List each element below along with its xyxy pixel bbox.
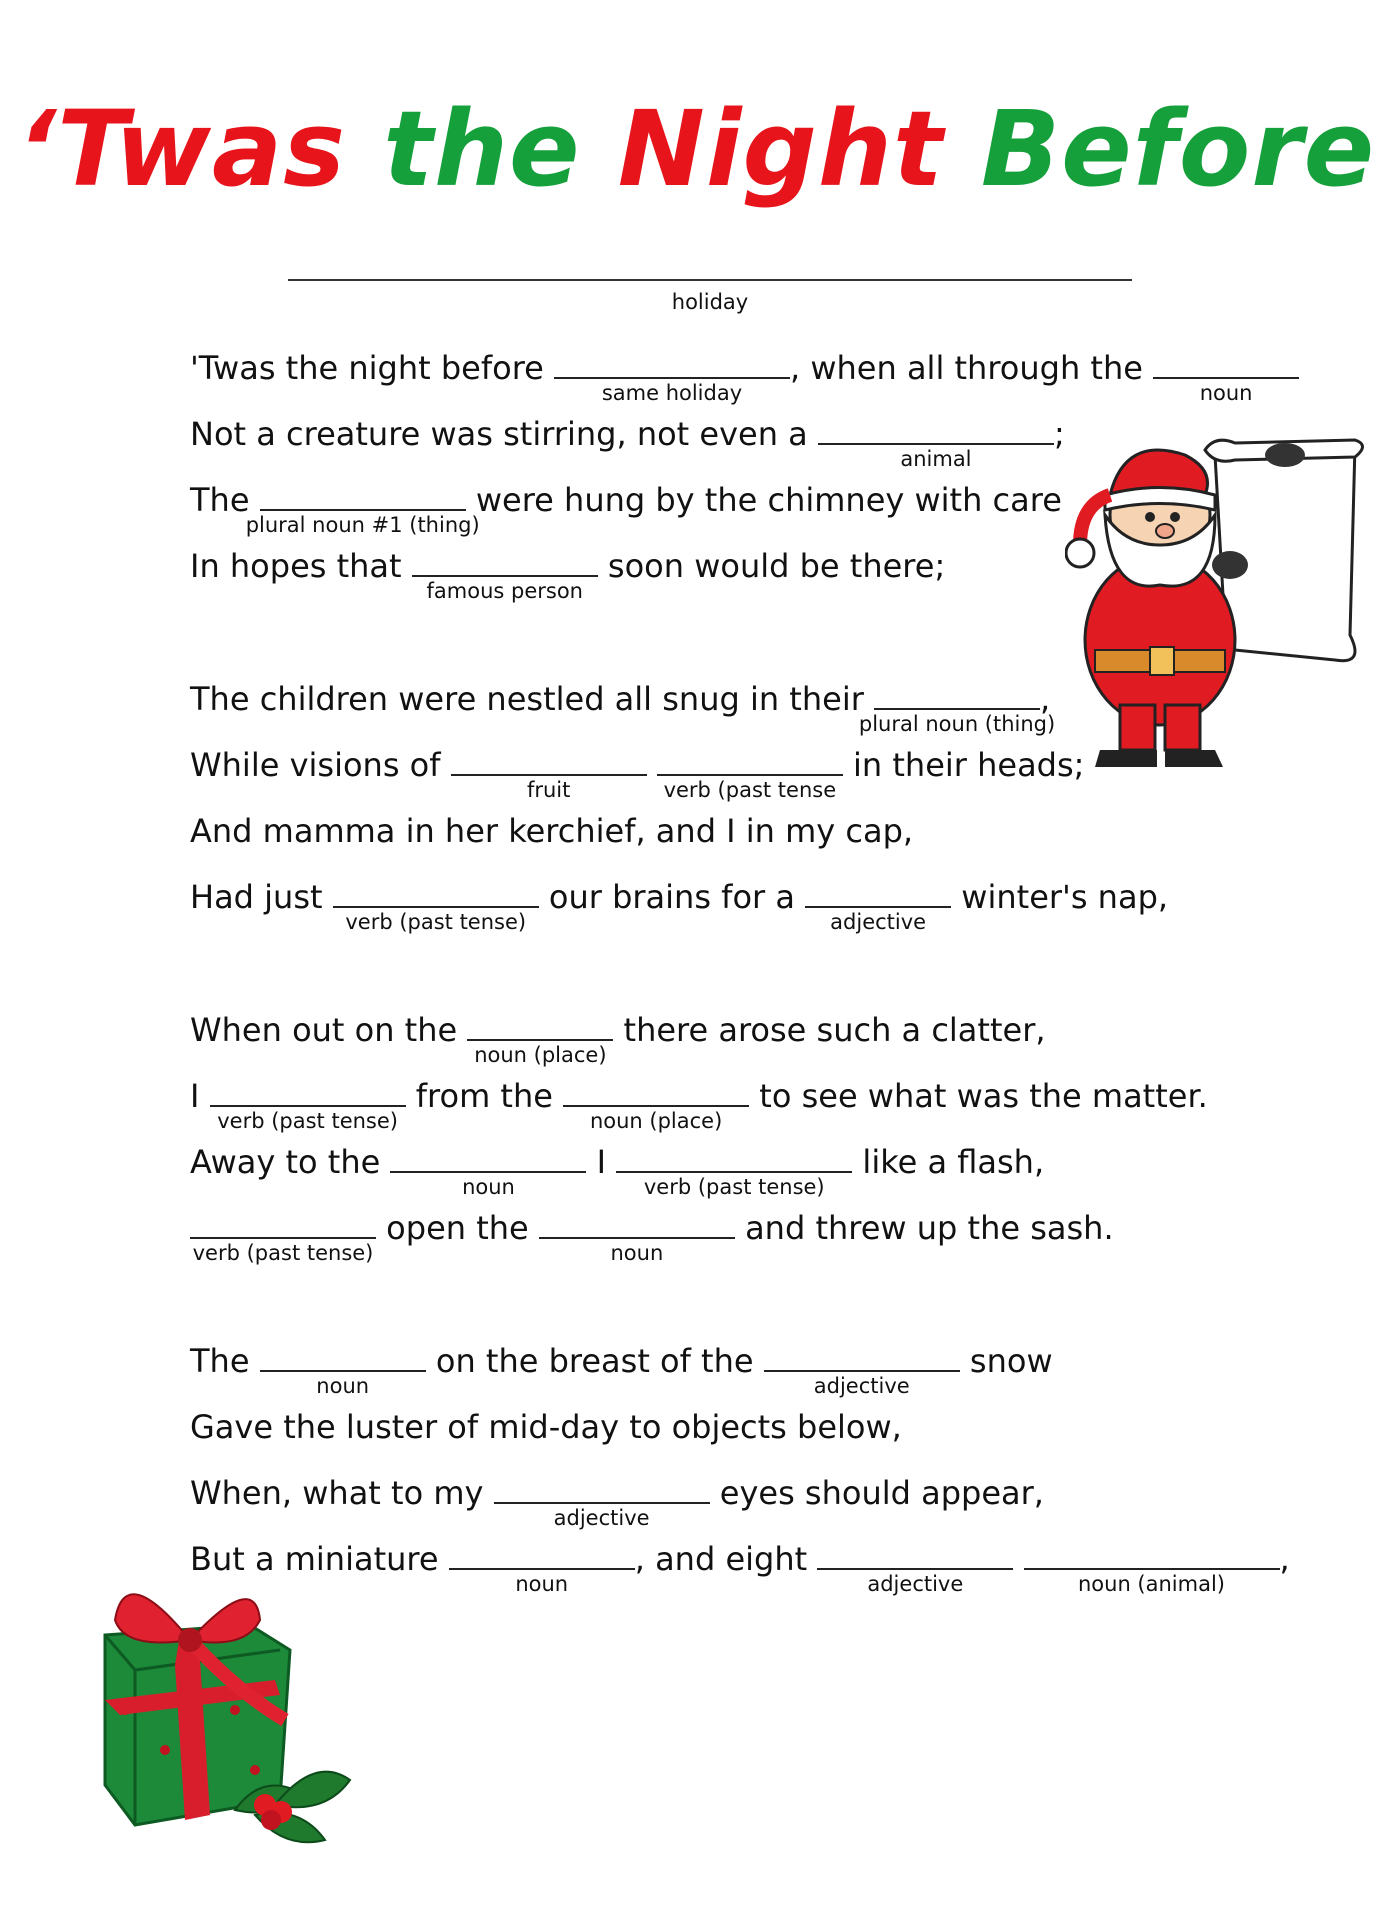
poem-text: open the [376, 1209, 539, 1247]
blank-hint: adjective [830, 910, 927, 934]
fill-in-blank[interactable] [817, 1540, 1013, 1596]
poem-line [190, 414, 1065, 471]
fill-in-blank[interactable] [539, 1209, 735, 1265]
poem-text: 'Twas the night before [190, 349, 554, 387]
blank-hint: verb (past tense) [192, 1241, 374, 1265]
fill-in-blank[interactable] [764, 1342, 960, 1398]
fill-in-blank[interactable] [858, 680, 1056, 736]
poem-line [190, 1142, 1045, 1199]
poem-text: , [1279, 1540, 1290, 1578]
poem-line [190, 1407, 902, 1447]
poem-text: in their heads; [842, 746, 1085, 784]
fill-in-blank[interactable] [412, 547, 598, 603]
fill-in-blank[interactable] [657, 746, 843, 802]
fill-in-blank[interactable] [210, 1077, 406, 1133]
title-part-3: Night [617, 88, 981, 210]
poem-line [190, 877, 1169, 934]
poem-text: When out on the [190, 1011, 468, 1049]
poem-text: on the breast of the [425, 1342, 764, 1380]
poem-text: there arose such a clatter, [613, 1011, 1046, 1049]
fill-in-blank[interactable] [467, 1011, 613, 1067]
fill-in-blank[interactable] [245, 481, 480, 537]
poem-text: When, what to my [190, 1474, 494, 1512]
holiday-blank[interactable] [288, 279, 1132, 281]
poem-text: were hung by the chimney with care [465, 481, 1062, 519]
poem-line [190, 679, 1056, 736]
fill-in-blank[interactable] [805, 878, 951, 934]
blank-hint: adjective [813, 1374, 910, 1398]
blank-hint: famous person [426, 579, 583, 603]
poem-text: Gave the luster of mid-day to objects below, [190, 1408, 902, 1446]
gift-icon [85, 1580, 365, 1850]
santa-icon [1065, 435, 1370, 770]
fill-in-blank[interactable] [563, 1077, 749, 1133]
poem-line [190, 1539, 1290, 1596]
poem-line [190, 811, 913, 851]
blank-hint: verb (past tense) [345, 910, 527, 934]
title-part-1: ‘Twas [16, 88, 384, 210]
title-part-2: the [383, 88, 618, 210]
worksheet-title [0, 88, 1392, 210]
blank-hint: plural noun #1 (thing) [245, 513, 480, 537]
poem-line [190, 1076, 1208, 1133]
fill-in-blank[interactable] [451, 746, 647, 802]
blank-hint: adjective [553, 1506, 650, 1530]
blank-hint: noun [1199, 381, 1253, 405]
poem-text: ; [1053, 415, 1065, 453]
fill-in-blank[interactable] [494, 1474, 710, 1530]
fill-in-blank[interactable] [554, 349, 790, 405]
poem-text: I [586, 1143, 617, 1181]
blank-hint: noun [316, 1374, 370, 1398]
blank-hint: noun [515, 1572, 569, 1596]
blank-hint: noun [610, 1241, 664, 1265]
poem-text: In hopes that [190, 547, 412, 585]
fill-in-blank[interactable] [449, 1540, 635, 1596]
poem-line [190, 1010, 1046, 1067]
poem-text: While visions of [190, 746, 451, 784]
poem-line [190, 546, 946, 603]
blank-hint: noun (animal) [1077, 1572, 1225, 1596]
poem-line [190, 1473, 1044, 1530]
poem-text: eyes should appear, [709, 1474, 1044, 1512]
poem-line [190, 480, 1062, 537]
poem-text: winter's nap, [951, 878, 1169, 916]
title-part-4: Before [980, 88, 1376, 210]
poem-text: our brains for a [538, 878, 806, 916]
blank-hint: same holiday [601, 381, 743, 405]
blank-hint: fruit [526, 778, 571, 802]
poem-text: The children were nestled all snug in their [190, 680, 875, 718]
blank-hint: noun [462, 1175, 515, 1199]
fill-in-blank[interactable] [818, 415, 1054, 471]
fill-in-blank[interactable] [1153, 349, 1299, 405]
fill-in-blank[interactable] [260, 1342, 426, 1398]
poem-text: snow [959, 1342, 1053, 1380]
poem-text: and threw up the sash. [734, 1209, 1114, 1247]
poem-text: I [190, 1077, 210, 1115]
poem-text: to see what was the matter. [749, 1077, 1208, 1115]
poem-text: And mamma in her kerchief, and I in my cap, [190, 812, 914, 850]
poem-text: , and eight [634, 1540, 818, 1578]
poem-text: , [1040, 680, 1051, 718]
poem-text: from the [405, 1077, 564, 1115]
blank-hint: noun (place) [474, 1043, 607, 1067]
blank-hint: verb (past tense [663, 778, 837, 802]
holiday-hint: holiday [671, 290, 749, 314]
fill-in-blank[interactable] [616, 1143, 852, 1199]
blank-hint: verb (past tense) [643, 1175, 825, 1199]
poem-text: Away to the [190, 1143, 391, 1181]
blank-hint: verb (past tense) [217, 1109, 398, 1133]
blank-hint: adjective [867, 1572, 964, 1596]
poem-text: soon would be there; [597, 547, 946, 585]
poem-line [190, 1341, 1053, 1398]
blank-hint: noun (place) [589, 1109, 723, 1133]
poem-text: like a flash, [852, 1143, 1045, 1181]
fill-in-blank[interactable] [333, 878, 539, 934]
fill-in-blank[interactable] [190, 1209, 376, 1265]
poem-line [190, 1208, 1114, 1265]
poem-text: Had just [190, 878, 333, 916]
poem-text: , when all through the [790, 349, 1154, 387]
poem-line [190, 348, 1299, 405]
blank-hint: animal [900, 447, 972, 471]
blank-hint: plural noun (thing) [858, 712, 1056, 736]
poem-line [190, 745, 1085, 802]
poem-text: Not a creature was stirring, not even a [190, 415, 818, 453]
fill-in-blank[interactable] [390, 1143, 586, 1199]
poem-text: But a miniature [190, 1540, 449, 1578]
poem-text: The [190, 1342, 260, 1380]
fill-in-blank[interactable] [1024, 1540, 1280, 1596]
poem-text: The [190, 481, 260, 519]
